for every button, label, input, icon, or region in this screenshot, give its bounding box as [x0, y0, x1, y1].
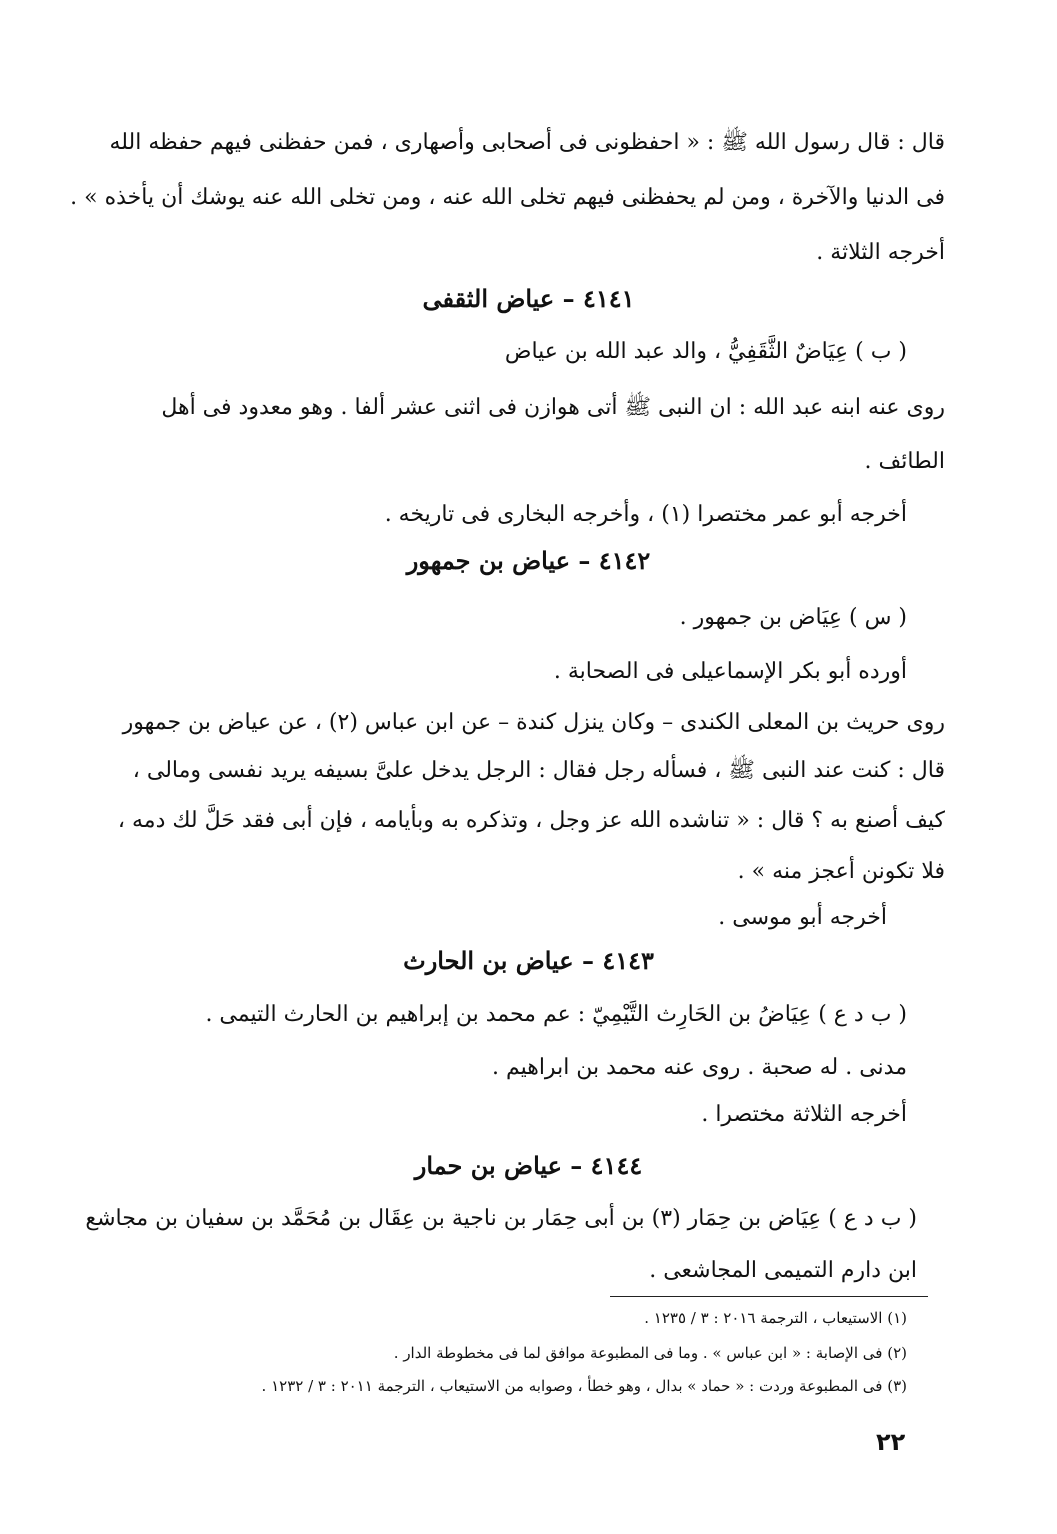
entry-heading-4144: ٤١٤٤ – عياض بن حمار [414, 1151, 643, 1180]
footnote-1: (١) الاستيعاب ، الترجمة ٢٠١٦ : ٣ / ١٢٣٥ . [644, 1309, 907, 1327]
text-line-7: أخرجه أبو عمر مختصرا (١) ، وأخرجه البخارى فى تاريخه . [384, 502, 907, 527]
entry-heading-4143: ٤١٤٣ – عياض بن الحارث [403, 946, 654, 975]
text-line-1: قال : قال رسول الله ﷺ : « احفظونى فى أصحابى وأصهارى ، فمن حفظنى فيهم حفظه الله [109, 130, 945, 155]
text-line-5: روى عنه ابنه عبد الله : ان النبى ﷺ أتى هوازن فى اثنى عشر ألفا . وهو معدود فى أهل [161, 395, 945, 420]
text-line-10: روى حريث بن المعلى الكندى – وكان ينزل كندة – عن ابن عباس (٢) ، عن عياض بن جمهور [122, 710, 945, 735]
page-number: ٢٢ [876, 1428, 906, 1456]
text-line-3: أخرجه الثلاثة . [816, 240, 945, 265]
text-line-18: ( ب د ع ) عِيَاض بن حِمَار (٣) بن أبى حِمَار بن ناجية بن عِقَال بن مُحَمَّد بن سفيان بن مجاشع [85, 1206, 917, 1231]
text-line-4: ( ب ) عِيَاضٌ الثَّقَفِيُّ ، والد عبد الله بن عياض [504, 339, 907, 364]
text-line-13: فلا تكونن أعجز منه » . [737, 859, 945, 884]
text-line-15: ( ب د ع ) عِيَاضُ بن الحَارِث التَّيْمِيّ : عم محمد بن إبراهيم بن الحارث التيمى . [205, 1002, 907, 1027]
text-line-19: ابن دارم التميمى المجاشعى . [649, 1258, 917, 1283]
text-line-9: أورده أبو بكر الإسماعيلى فى الصحابة . [553, 659, 907, 684]
text-line-14: أخرجه أبو موسى . [718, 905, 887, 930]
footnote-divider [610, 1296, 928, 1297]
entry-heading-4142: ٤١٤٢ – عياض بن جمهور [406, 546, 651, 575]
footnote-3: (٣) فى المطبوعة وردت : « حماد » بدال ، وهو خطأ ، وصوابه من الاستيعاب ، الترجمة ٢٠١١ : ٣ / ١٢٣٢ . [261, 1377, 907, 1395]
text-line-17: أخرجه الثلاثة مختصرا . [701, 1102, 907, 1127]
text-line-2: فى الدنيا والآخرة ، ومن لم يحفظنى فيهم تخلى الله عنه ، ومن تخلى الله عنه يوشك أن يأخذه » . [70, 185, 945, 210]
text-line-6: الطائف . [864, 449, 945, 474]
text-line-8: ( س ) عِيَاض بن جمهور . [679, 605, 907, 630]
footnote-2: (٢) فى الإصابة : « ابن عباس » . وما فى المطبوعة موافق لما فى مخطوطة الدار . [393, 1344, 907, 1362]
text-line-11: قال : كنت عند النبى ﷺ ، فسأله رجل فقال : الرجل يدخل علىَّ بسيفه يريد نفسى ومالى ، [132, 758, 945, 783]
text-line-12: كيف أصنع به ؟ قال : « تناشده الله عز وجل ، وتذكره به وبأيامه ، فإن أبى فقد حَلَّ لك دمه ، [117, 808, 945, 833]
entry-heading-4141: ٤١٤١ – عياض الثقفى [422, 284, 635, 313]
text-line-16: مدنى . له صحبة . روى عنه محمد بن ابراهيم . [491, 1055, 907, 1080]
